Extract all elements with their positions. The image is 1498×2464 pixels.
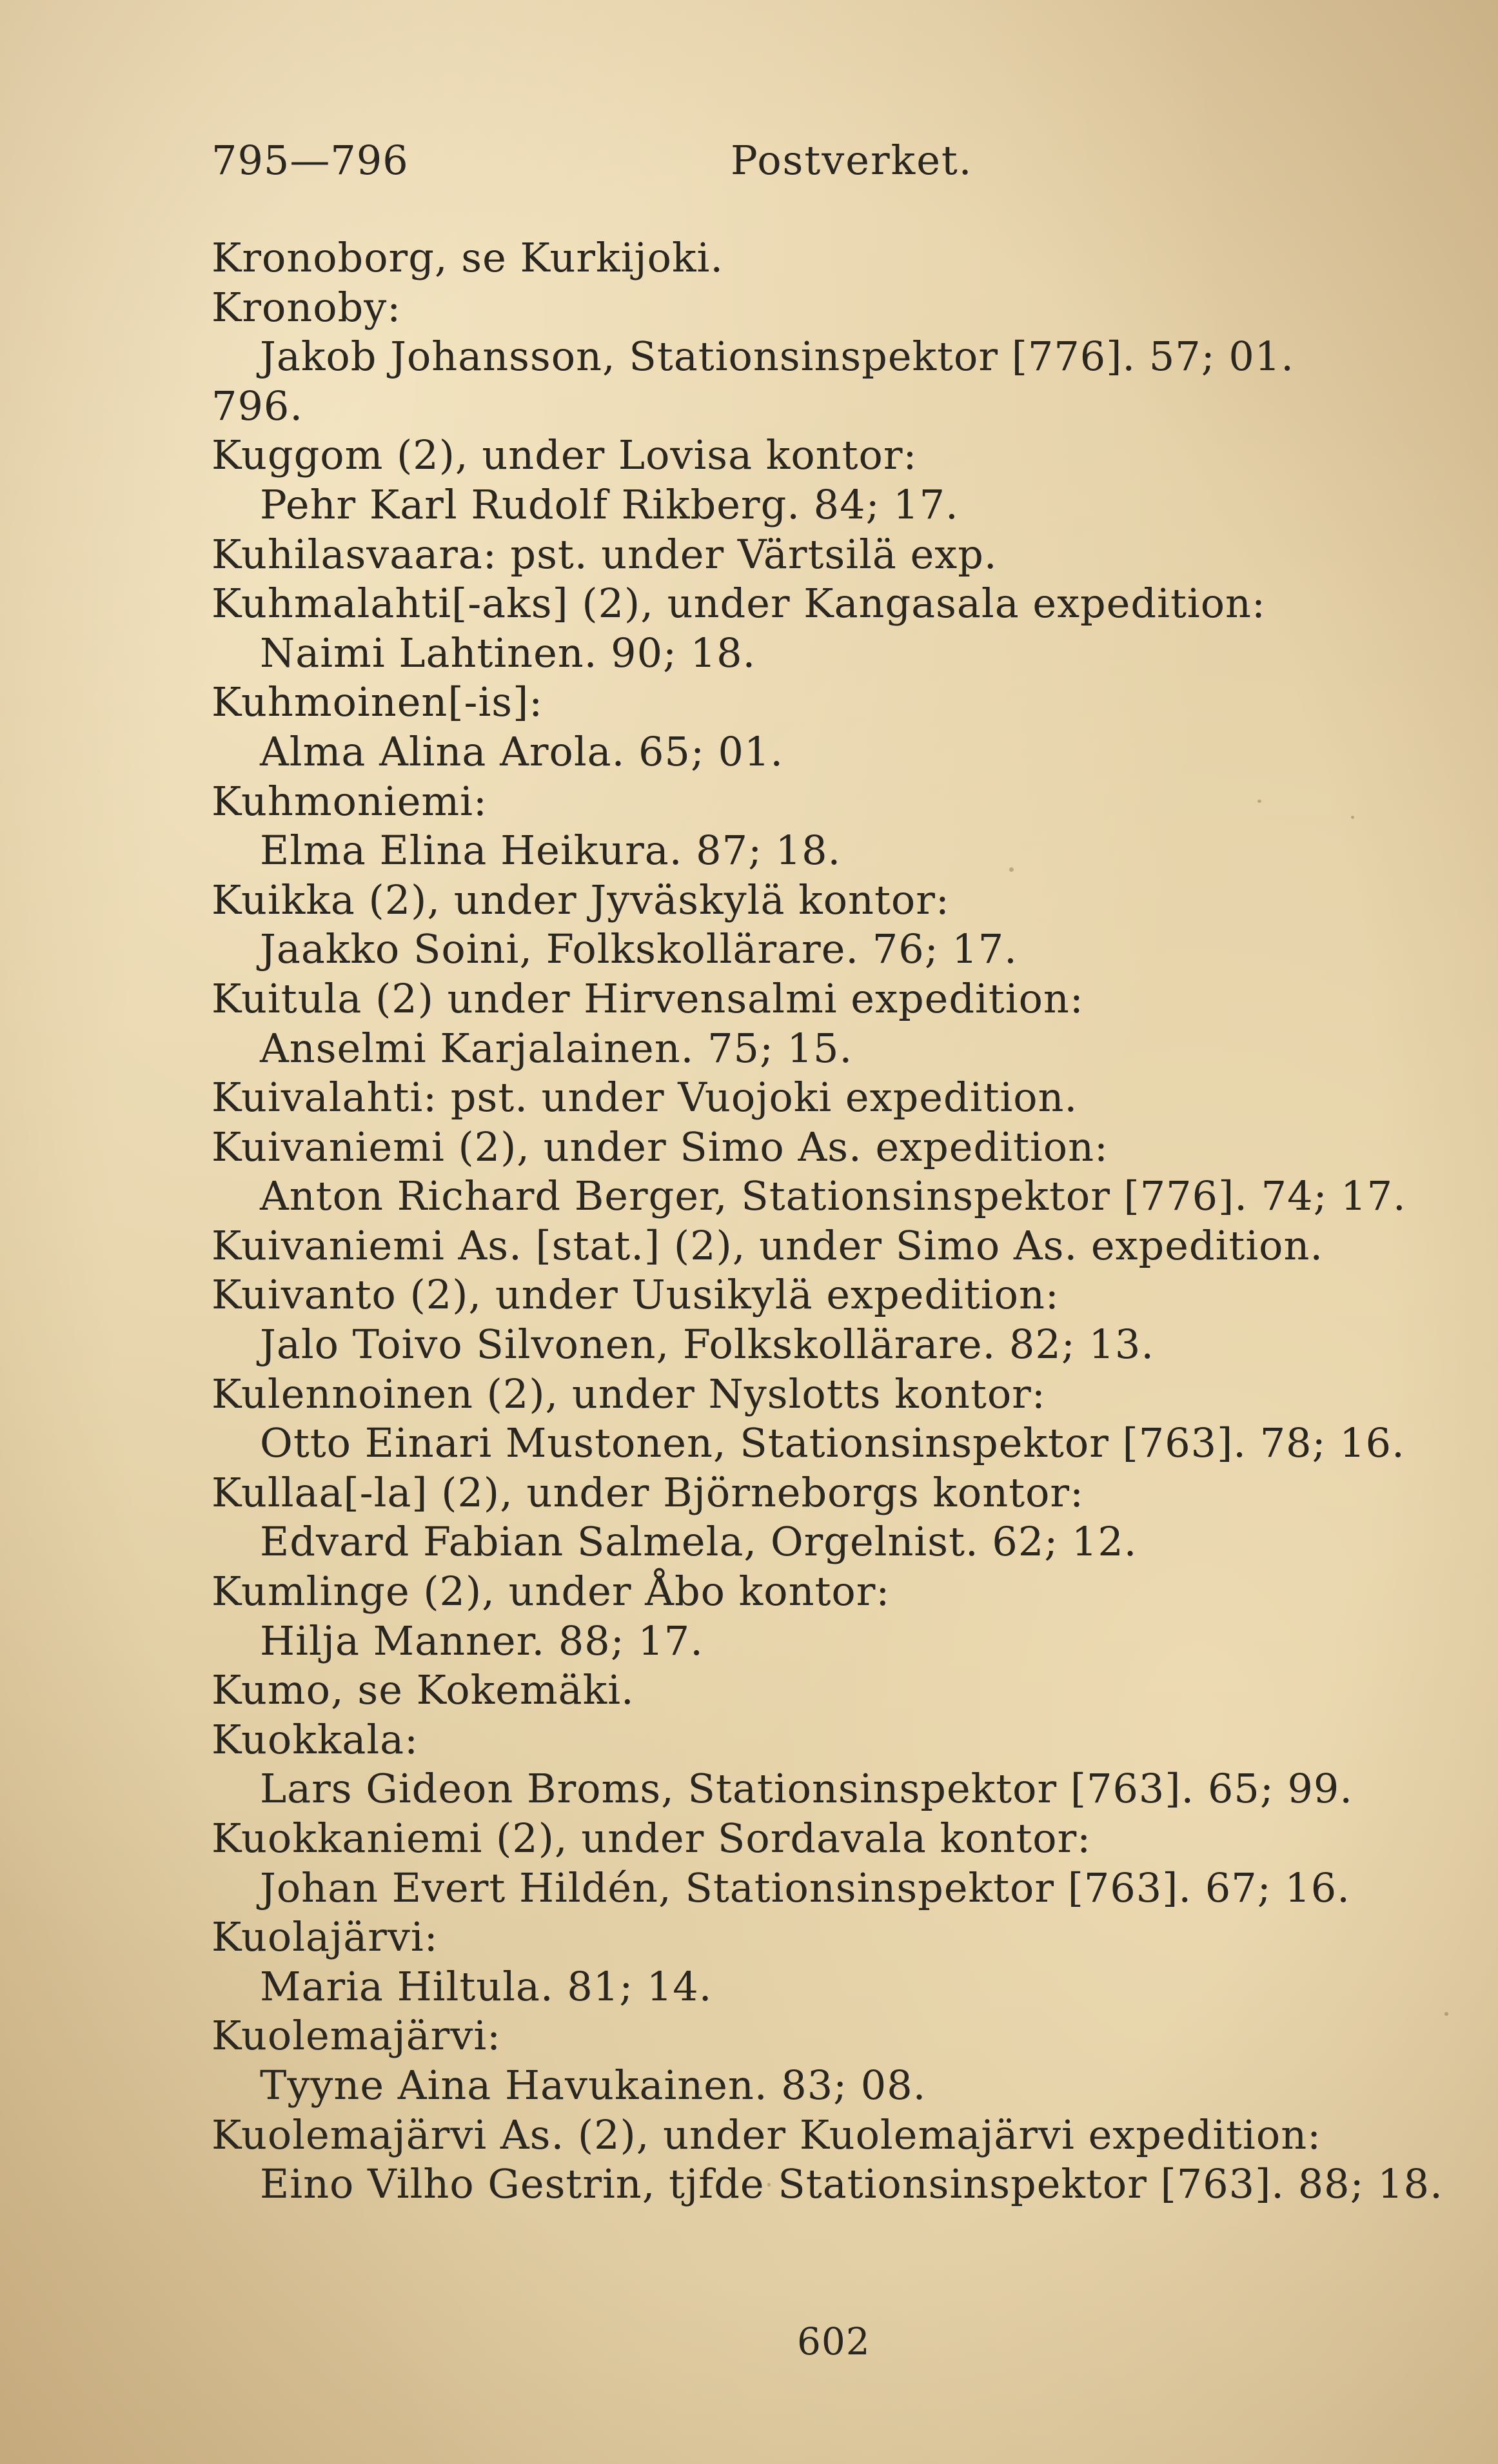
entry-heading-line: Kuhmoniemi: <box>212 777 488 825</box>
entry-heading-line: Kuivaniemi (2), under Simo As. expedition: <box>212 1123 1109 1170</box>
entry-detail-line: Hilja Manner. 88; 17. <box>260 1617 704 1664</box>
entry-heading-line: Kuitula (2) under Hirvensalmi expedition: <box>212 974 1084 1022</box>
entry-heading-line: Kuolajärvi: <box>212 1913 439 1961</box>
entry-detail-line: Johan Evert Hildén, Stationsinspektor [763]. 67; 16. <box>260 1864 1350 1911</box>
entry-detail-line: Eino Vilho Gestrin, tjfde Stationsinspektor [763]. 88; 18. <box>260 2160 1443 2208</box>
directory-entries <box>212 233 1475 2209</box>
entry-heading-line: Kumlinge (2), under Åbo kontor: <box>212 1568 891 1615</box>
entry-heading-line: Kronoborg, se Kurkijoki. <box>212 234 724 281</box>
entry-detail-line: Jaakko Soini, Folkskollärare. 76; 17. <box>260 925 1018 973</box>
entry-heading-line: Kuolemajärvi As. (2), under Kuolemajärvi expedition: <box>212 2111 1322 2158</box>
entry-detail-line: Jalo Toivo Silvonen, Folkskollärare. 82; 13. <box>260 1321 1155 1368</box>
entry-heading-line: Kuolemajärvi: <box>212 2012 502 2060</box>
paper-speck <box>303 945 306 947</box>
entry-detail-line: Elma Elina Heikura. 87; 18. <box>260 827 842 874</box>
entry-detail-line: Maria Hiltula. 81; 14. <box>260 1962 713 2010</box>
entry-detail-line: Edvard Fabian Salmela, Orgelnist. 62; 12. <box>260 1518 1138 1566</box>
entry-heading-line: Kuhilasvaara: pst. under Värtsilä exp. <box>212 530 998 578</box>
entry-detail-line: Anton Richard Berger, Stationsinspektor [776]. 74; 17. <box>260 1172 1406 1220</box>
entry-heading-line: Kullaa[-la] (2), under Björneborgs kontor: <box>212 1468 1084 1516</box>
entry-detail-line: Tyyne Aina Havukainen. 83; 08. <box>260 2061 927 2109</box>
entry-heading-line: Kuivaniemi As. [stat.] (2), under Simo As. expedition. <box>212 1221 1324 1269</box>
entry-detail-line: Lars Gideon Broms, Stationsinspektor [763]. 65; 99. <box>260 1765 1354 1813</box>
entry-heading-line: 796. <box>212 382 304 429</box>
entry-heading-line: Kuivalahti: pst. under Vuojoki expedition. <box>212 1074 1078 1121</box>
paper-speck <box>1009 867 1014 872</box>
entry-heading-line: Kronoby: <box>212 283 402 331</box>
running-header <box>212 137 1437 195</box>
entry-heading-line: Kulennoinen (2), under Nyslotts kontor: <box>212 1370 1046 1417</box>
entry-detail-line: Pehr Karl Rudolf Rikberg. 84; 17. <box>260 480 959 528</box>
paper-speck <box>767 2183 771 2187</box>
entry-heading-line: Kuhmoinen[-is]: <box>212 678 544 726</box>
page-number: 602 <box>797 2320 871 2363</box>
header-title: Postverket. <box>731 137 973 184</box>
entry-detail-line: Naimi Lahtinen. 90; 18. <box>260 629 756 676</box>
entry-detail-line: Alma Alina Arola. 65; 01. <box>260 727 784 775</box>
header-page-range: 795—796 <box>212 137 409 184</box>
entry-heading-line: Kuokkaniemi (2), under Sordavala kontor: <box>212 1815 1092 1862</box>
entry-heading-line: Kuggom (2), under Lovisa kontor: <box>212 431 918 479</box>
entry-detail-line: Otto Einari Mustonen, Stationsinspektor [763]. 78; 16. <box>260 1419 1405 1467</box>
entry-heading-line: Kuokkala: <box>212 1715 419 1763</box>
entry-detail-line: Jakob Johansson, Stationsinspektor [776]. 57; 01. <box>260 333 1294 380</box>
entry-heading-line: Kuivanto (2), under Uusikylä expedition: <box>212 1271 1059 1319</box>
paper-speck <box>1257 800 1261 803</box>
entry-heading-line: Kuikka (2), under Jyväskylä kontor: <box>212 876 950 923</box>
paper-speck <box>1351 816 1354 819</box>
entry-detail-line: Anselmi Karjalainen. 75; 15. <box>260 1024 853 1072</box>
entry-heading-line: Kuhmalahti[-aks] (2), under Kangasala expedition: <box>212 580 1266 627</box>
entry-heading-line: Kumo, se Kokemäki. <box>212 1666 635 1714</box>
paper-speck <box>1444 2012 1448 2016</box>
